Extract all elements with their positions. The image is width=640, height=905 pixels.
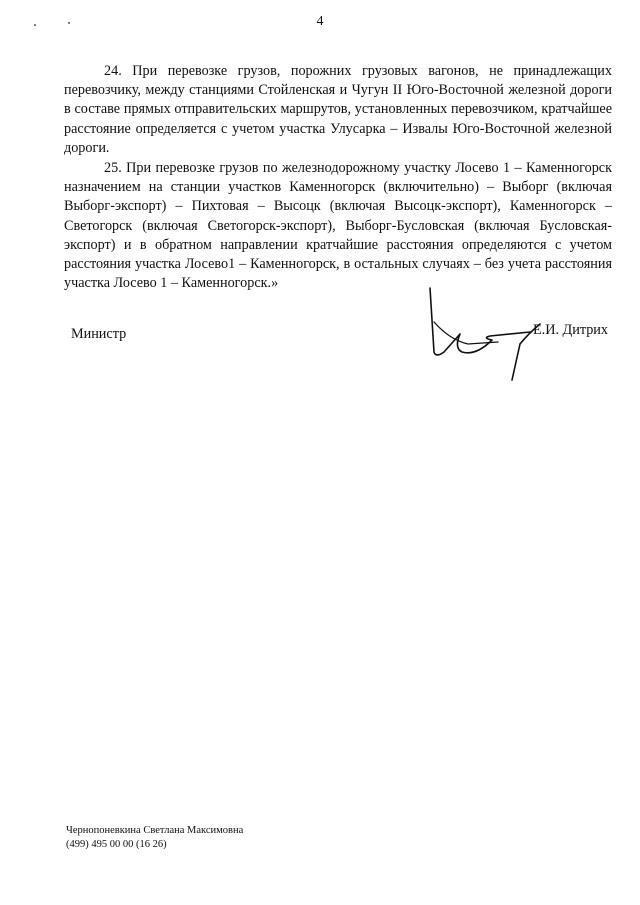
scan-speck xyxy=(34,24,36,26)
page-number: 4 xyxy=(316,14,324,29)
executor-phone: (499) 495 00 00 (16 26) xyxy=(66,839,167,850)
signatory-title: Министр xyxy=(71,326,127,342)
executor-name: Чернопоневкина Светлана Максимовна xyxy=(66,825,244,836)
scan-speck xyxy=(68,22,70,24)
document-body xyxy=(64,62,612,294)
paragraph-24: 24. При перевозке грузов, порожних грузовых вагонов, не принадлежащих перевозчику, между станциями Стойленская и Чугун II Юго-Восточной железной дороги в составе прямых отправительских маршрутов, установленных перевозчиком, кратчайшее расстояние определяется с учетом участка Улусарка – Извалы Юго-Восточной железной дороги. xyxy=(64,63,612,156)
handwritten-signature xyxy=(420,282,550,392)
executor-block xyxy=(66,824,243,852)
signatory-name: Е.И. Дитрих xyxy=(533,322,608,338)
paragraph-25: 25. При перевозке грузов по железнодорожному участку Лосево 1 – Каменногорск назначением на станции участков Каменногорск (включительно) – Выборг (включая Выборг-экспорт) – Пихтовая – Высоцк (включая Высоцк-экспорт), Каменногорск – Светогорск (включая Светогорск-экспорт), Выборг-Бусловская (включая Бусловская-экспорт) и в обратном направлении кратчайшие расстояния определяются с учетом расстояния участка Лосево1 – Каменногорск, в остальных случаях – без учета расстояния участка Лосево 1 – Каменногорск.» xyxy=(64,160,612,292)
